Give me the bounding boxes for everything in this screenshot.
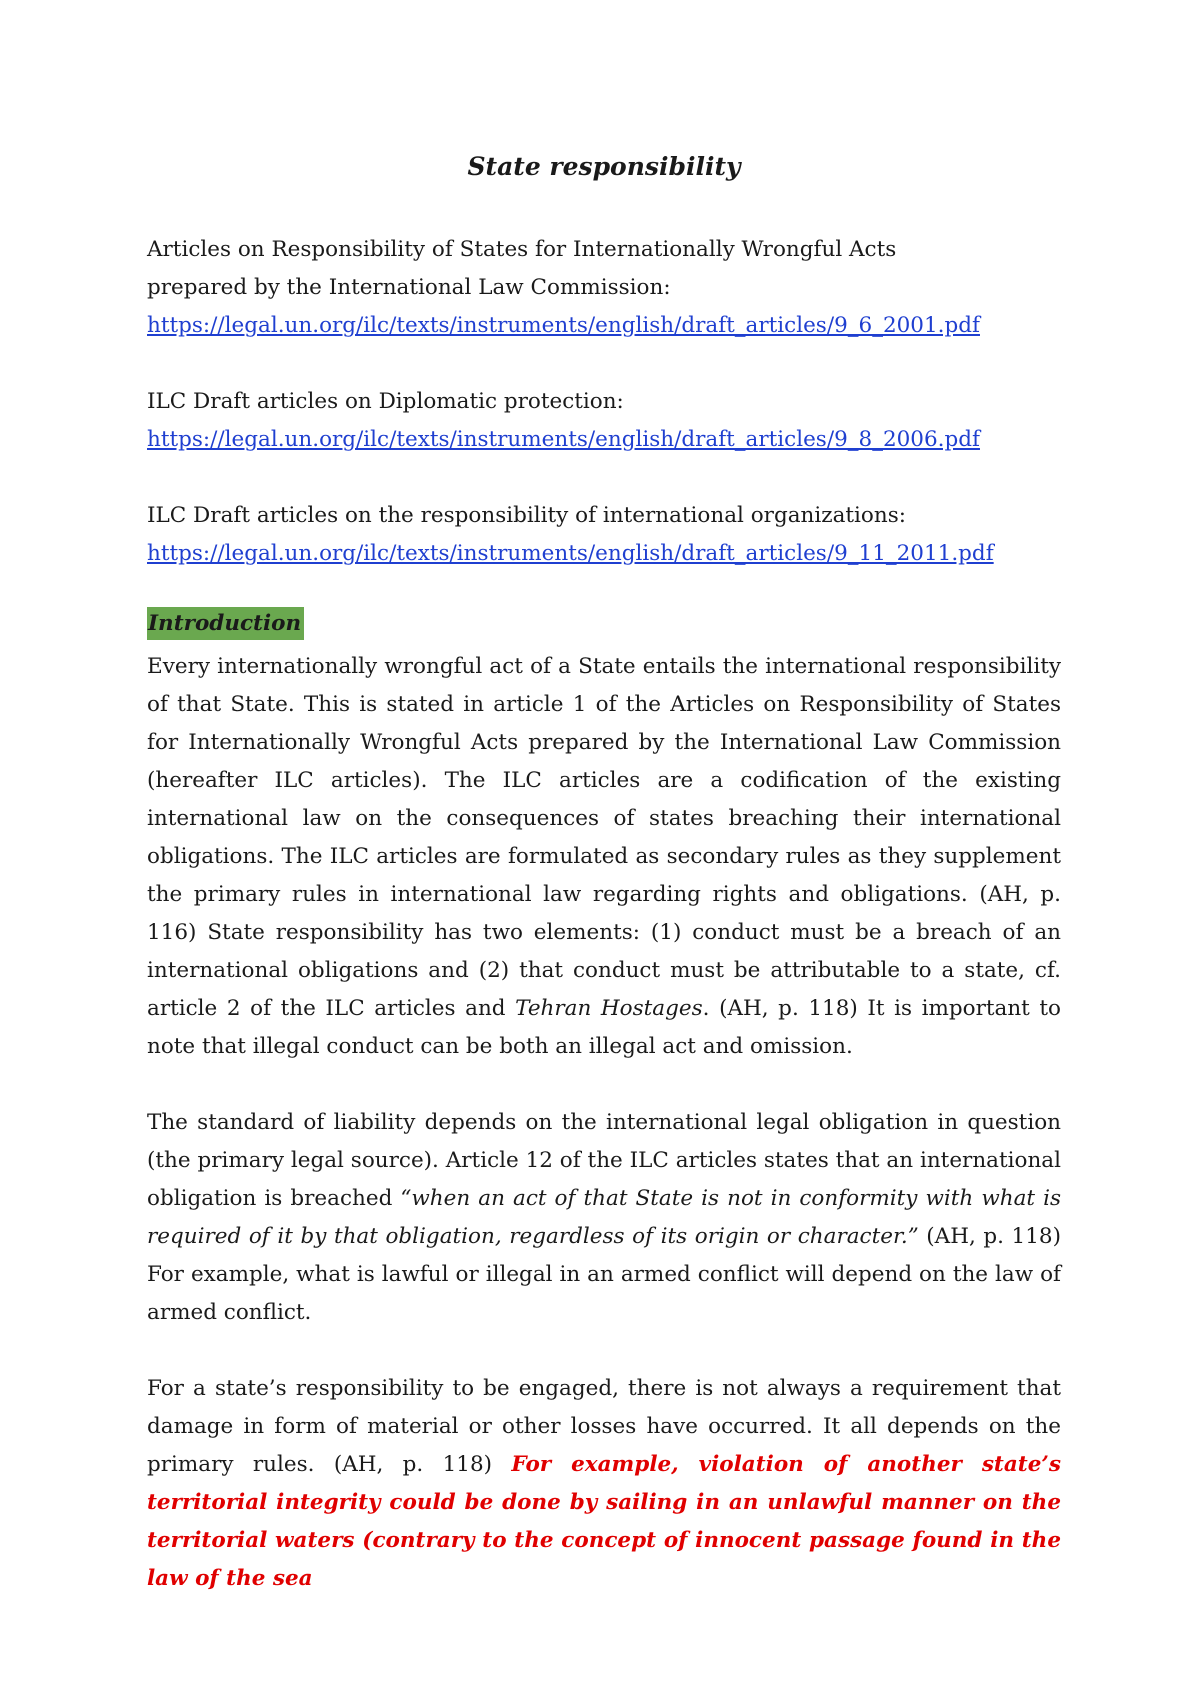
- reference-label: ILC Draft articles on the responsibility of international organizations:: [147, 503, 906, 528]
- quoted-text: “when an act of that State is not in conformity with what is required of it by that obligation, regardless of its origin or character.”: [147, 1186, 1061, 1249]
- reference-label: ILC Draft articles on Diplomatic protection:: [147, 389, 624, 414]
- section-heading-introduction: Introduction: [147, 607, 304, 640]
- reference-link[interactable]: https://legal.un.org/ilc/texts/instruments/english/draft_articles/9_8_2006.pdf: [147, 427, 980, 452]
- document-page: [147, 0, 1061, 1698]
- reference-block-1: [147, 231, 1061, 345]
- case-name: Tehran Hostages: [515, 996, 703, 1021]
- reference-link[interactable]: https://legal.un.org/ilc/texts/instruments/english/draft_articles/9_11_2011.pdf: [147, 541, 994, 566]
- introduction-paragraph-1: Every internationally wrongful act of a State entails the international responsibility of that State. This is stated in article 1 of the Articles on Responsibility of States for Internationally Wrongful Acts prepared by the International Law Commission (hereafter ILC articles). The ILC articles are a codification of the existing international law on the consequences of states breaching their international obligations. The ILC articles are formulated as secondary rules as they supplement the primary rules in international law regarding rights and obligations. (AH, p. 116) State responsibility has two elements: (1) conduct must be a breach of an international obligations and (2) that conduct must be attributable to a state, cf. article 2 of the ILC articles and Tehran Hostages. (AH, p. 118) It is important to note that illegal conduct can be both an illegal act and omission.: [147, 654, 1061, 1059]
- reference-block-3: [147, 497, 1061, 573]
- reference-link[interactable]: https://legal.un.org/ilc/texts/instruments/english/draft_articles/9_6_2001.pdf: [147, 313, 980, 338]
- introduction-paragraph-2: The standard of liability depends on the international legal obligation in question (the primary legal source). Article 12 of the ILC articles states that an international obligation is breached “when an act of that State is not in conformity with what is required of it by that obligation, regardless of its origin or character.” (AH, p. 118) For example, what is lawful or illegal in an armed conflict will depend on the law of armed conflict.: [147, 1110, 1061, 1325]
- reference-label: Articles on Responsibility of States for Internationally Wrongful Acts prepared by the International Law Commission:: [147, 237, 897, 300]
- introduction-paragraph-3: For a state’s responsibility to be engaged, there is not always a requirement that damage in form of material or other losses have occurred. It all depends on the primary rules. (AH, p. 118) For example, violation of another state’s territorial integrity could be done by sailing in an unlawful manner on the territorial waters (contrary to the concept of innocent passage found in the law of the sea: [147, 1376, 1061, 1591]
- page-title: State responsibility: [467, 152, 741, 181]
- reference-block-2: [147, 383, 1061, 459]
- red-emphasis-text: For example, violation of another state’s territorial integrity could be done by sailing in an unlawful manner on the territorial waters (contrary to the concept of innocent passage found in the law of the sea: [147, 1452, 1061, 1591]
